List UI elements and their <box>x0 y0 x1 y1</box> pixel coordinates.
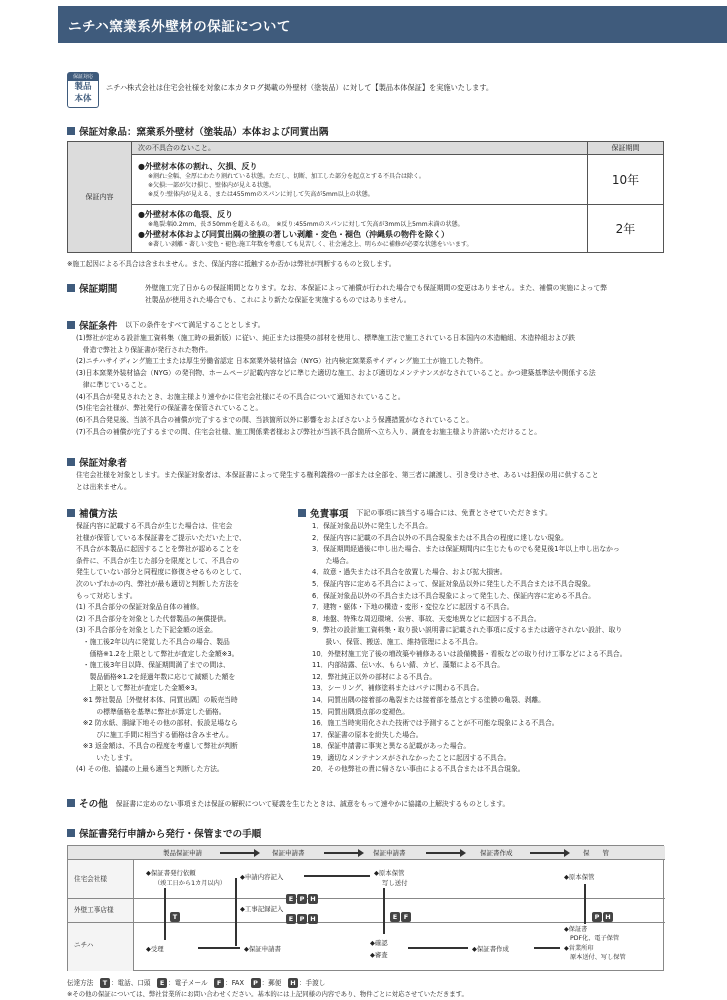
badges-e-p-h-1: E P H <box>286 886 319 905</box>
arrow-across-3 <box>408 947 468 949</box>
other-heading: その他 保証書に定めのない事項または保証の解釈について疑義を生じたときは、誠意をもって速やかに協議の上解決するものとします。 <box>67 796 509 810</box>
flow-step-header <box>68 846 665 860</box>
flow-step-5: 保 管 <box>583 849 609 857</box>
arrow-across-4 <box>534 947 560 949</box>
doc-pdf: ◆保証書 PDF化、電子保管 ◆営業所印 原本送付、写し保管 <box>564 926 626 962</box>
create-doc: ◆保証書作成 <box>472 945 509 953</box>
bottom-note: ※その他の保証については、弊社営業所にお問い合わせください。基本的には上記同様の内容であり、物件ごとに対応させていただきます。 <box>67 990 468 998</box>
target-heading: 保証対象品：窯業系外壁材（塗装品）本体および同質出隅 <box>67 124 328 138</box>
head-condition: 次の不具合のないこと。 <box>132 142 588 155</box>
arrow-down-1 <box>164 888 166 940</box>
intro-text: ニチハ株式会社は住宅会社様を対象に本カタログ掲載の外壁材（塗装品）に対して【製品本体保証】を実施いたします。 <box>106 83 494 92</box>
original-keep: ◆原本保管 <box>374 869 405 877</box>
conditions-list: (1)弊社が定める設計施工資料集（施工時の最新版）に従い、純正または推奨の部材を使用し、標準施工法で施工されている日本国内の木造軸組、木造枠組および鉄 骨造で弊社より保証書が発行された物件。 (2)ニチハサイディング施工士または厚生労働省認定 日本窯業外装材協会（NYG）社内検定窯業系サイディング施工士が施工した物件。 (3)日本窯業外装材協会（NYG）の発刊物、ホームページ記載内容などに準じた適切な施工、および適切なメンテナンスがなされていること。かつ建築基準法や関係する法 律に準じていること。 (4)不具合が発見されたとき、お施主様より速やかに住宅会社様にその不具合について通知されていること。 (5)住宅会社様が、弊社発行の保証書を保管されていること。 (6)不具合発見後、当該不具合の補償が完了するまでの間、当該箇所以外に影響をおよぼさないよう保護措置がなされていること。 (7)不具合の補償が完了するまでの間、住宅会社様、施工関係業者様および弊社が当該不具合箇所へ立ち入り、調査をお施主様より許諾いただけること。 <box>76 334 596 436</box>
final-keep: ◆原本保管 <box>564 873 595 881</box>
receive: ◆受理 <box>146 945 164 953</box>
product-stamp: 保証対応 製品 本体 <box>67 72 99 108</box>
arrow-across-2 <box>304 875 370 877</box>
condition-cell-1: ●外壁材本体の割れ、欠損、反り ※割れ:全幅、全厚にわたり割れている状態。ただし、切断、加工した部分を起点とする不具合は除く。 ※欠損:一部が欠け損じ、壁体内が見える状態。 ※反り:壁体内が見える、または455mmのスパンに対して矢高が5mm以上の状態。 <box>132 155 588 205</box>
confirm: ◆確認 <box>370 939 388 947</box>
row-nichiha: ニチハ <box>74 941 94 949</box>
target-footnote: ※施工起因による不具合は含まれません。また、保証内容に抵触するか否かは弊社が判断するものと致します。 <box>67 260 396 268</box>
page-header <box>58 6 727 43</box>
subject-text-2: とは出来ません。 <box>76 482 131 491</box>
compensation-list: 保証内容に記載する不具合が生じた場合は、住宅会 社様が保管している本保証書をご提示いただいた上で、 不具合が本製品に起因することを弊社が認めることを 条件に、不具合が生じた部分を限度として、不具合の 発生していない部分と同程度に修復させるものとして、 次のいずれかの内、弊社が最も適切と判断した方法を もって対応します。 (1) 不具合部分の保証対象品自体の補修。 (2) 不具合部分を対象とした代替製品の無償提供。 (3) 不具合部分を対象とした下記金額の返金。 ・施工後2年以内に発覚した不具合の場合、製品 価格※1.2を上限として弊社が査定した金額※3。 ・施工後3年目以降、保証期間満了までの間は、 製品価格※1.2を経過年数に応じて減額した額を 上限として弊社が査定した金額※3。 ※1 弊社製品［外壁材本体、同質出隅］の販売当時 の標準価格を基準に弊社が算定した価格。 ※2 防水紙、胴縁下地その他の部材、仮設足場なら びに施工手間に相当する価格は含みません。 ※3 返金額は、不具合の程度を考慮して弊社が判断 いたします。 (4) その他、協議の上最も適当と判断した方法。 <box>76 522 246 774</box>
period-text-1: 外壁施工完了日からの保証期間となります。なお、本保証によって補償が行われた場合でも保証期間の変更はありません。また、補償の実施によって弊 <box>145 284 608 292</box>
condition-cell-2: ●外壁材本体の亀裂、反り ※亀裂:幅0.2mm、長さ50mmを超えるもの。 ※反り:455mmのスパンに対して矢高が3mm以上5mm未満の状態。 ●外壁材本体および同質出隅の塗膜の著しい剥離・変色・褪色（沖縄県の物件を除く） ※著しい剥離・著しい変色・褪色:施工年数を考慮しても見苦しく、社会通念上、明らかに補修が必要な状態をいいます。 <box>132 205 588 253</box>
request-issue: ◆保証書発行依頼 <box>146 869 196 877</box>
badges-e-f: E F <box>390 904 412 923</box>
period-10: 10年 <box>588 155 664 205</box>
badges-e-p-h-2: E P H <box>286 906 319 925</box>
row-contractor: 外壁工事店様 <box>74 906 114 914</box>
review: ◆審査 <box>370 951 388 959</box>
row-label: 保証内容 <box>68 142 132 253</box>
flow-step-1: 製品保証申請 <box>163 849 202 857</box>
step-arrow-4 <box>530 852 566 854</box>
work-record: ◆工事記録記入 <box>240 905 284 913</box>
conditions-heading: 保証条件 以下の条件をすべて満足することとします。 <box>67 318 265 332</box>
subject-text-1: 住宅会社様を対象とします。また保証対象者は、本保証書によって発生する権利義務の一部または全部を、第三者に譲渡し、引き受けさせ、あるいは担保の用に供すること <box>76 471 599 479</box>
step-arrow-3 <box>426 852 462 854</box>
badges-p-h: P H <box>592 904 614 923</box>
exemption-list: 1．保証対象品以外に発生した不具合。 2．保証内容に記載の不具合以外の不具合現象または不具合の程度に達しない現象。 3．保証期間経過後に申し出た場合、または保証期間内に生じたものでも発見後1年以上申し出なかっ た場合。 4．故意・過失または不具合を放置した場合、および拡大損害。 5．保証内容に定める不具合によって、保証対象品以外に発生した不具合または不具合現象。 6．保証対象品以外の不具合または不具合現象によって発生した、保証内容に定める不具合。 7．建物・躯体・下地の構造・変形・変位などに起因する不具合。 8．地盤、特殊な周辺環境、公害、事故、天変地異などに起因する不具合。 9．弊社の設計施工資料集・取り扱い説明書に記載された事項に反するまたは適守されない設計、取り 扱い、保管、搬送、施工、維持管理による不具合。 10．外壁材施工完了後の増改築や補修あるいは設備機器・看板などの取り付け工事などによる不具合。 11．内部結露、伝い水、もらい錆、カビ、藻類による不具合。 12．弊社純正以外の部材による不具合。 13．シーリング、補修塗料またはパテに関わる不具合。 14．同質出隅の接着部の亀裂または接着部を基点とする塗膜の亀裂、剥離。 15．同質出隅頂点部の変褪色。 16．施工当時実用化された技術では予測することが不可能な現象による不具合。 17．保証書の原本を紛失した場合。 18．保証申請書に事実と異なる記載があった場合。 19．適切なメンテナンスがされなかったことに起因する不具合。 20．その他弊社の責に帰さない事由による不具合または不具合現象。 <box>312 522 627 774</box>
subject-heading: 保証対象者 <box>67 455 127 469</box>
flow-heading: 保証書発行申請から発行・保管までの手順 <box>67 826 261 840</box>
head-period: 保証期間 <box>588 142 664 155</box>
period-heading: 保証期間 <box>67 281 117 295</box>
arrow-up-2 <box>584 884 586 924</box>
compensation-heading: 補償方法 <box>67 506 117 520</box>
exemption-heading: 免責事項 下記の事項に該当する場合には、免責とさせていただきます。 <box>298 506 552 520</box>
period-2: 2年 <box>588 205 664 253</box>
period-text-2: 社製品が使用された場合でも、これにより新たな保証を実施するものではありません。 <box>145 295 411 304</box>
apply-entry: ◆申請内容記入 <box>240 873 284 881</box>
legend: 伝達方法 T ：電話、口頭 E ：電子メール F ：FAX P ：郵便 H ：手渡し <box>67 979 326 987</box>
row-housing: 住宅会社様 <box>74 875 107 883</box>
step-arrow-1 <box>220 852 256 854</box>
apply-doc: ◆保証申請書 <box>244 945 281 953</box>
flow-chart <box>67 845 664 971</box>
copy-send: 写し送付 <box>382 879 408 887</box>
arrow-across-1 <box>198 947 240 949</box>
arrow-up-1 <box>235 878 237 946</box>
flow-step-2: 保証申請書 <box>272 849 305 857</box>
flow-step-4: 保証書作成 <box>480 849 513 857</box>
page-title: ニチハ窯業系外壁材の保証について <box>68 19 291 35</box>
flow-step-3: 保証申請書 <box>373 849 406 857</box>
badge-t: T <box>170 904 181 923</box>
warranty-table <box>67 141 664 253</box>
arrow-down-2 <box>383 888 385 934</box>
step-arrow-2 <box>324 852 360 854</box>
request-deadline: （竣工日から1カ月以内） <box>154 880 226 887</box>
